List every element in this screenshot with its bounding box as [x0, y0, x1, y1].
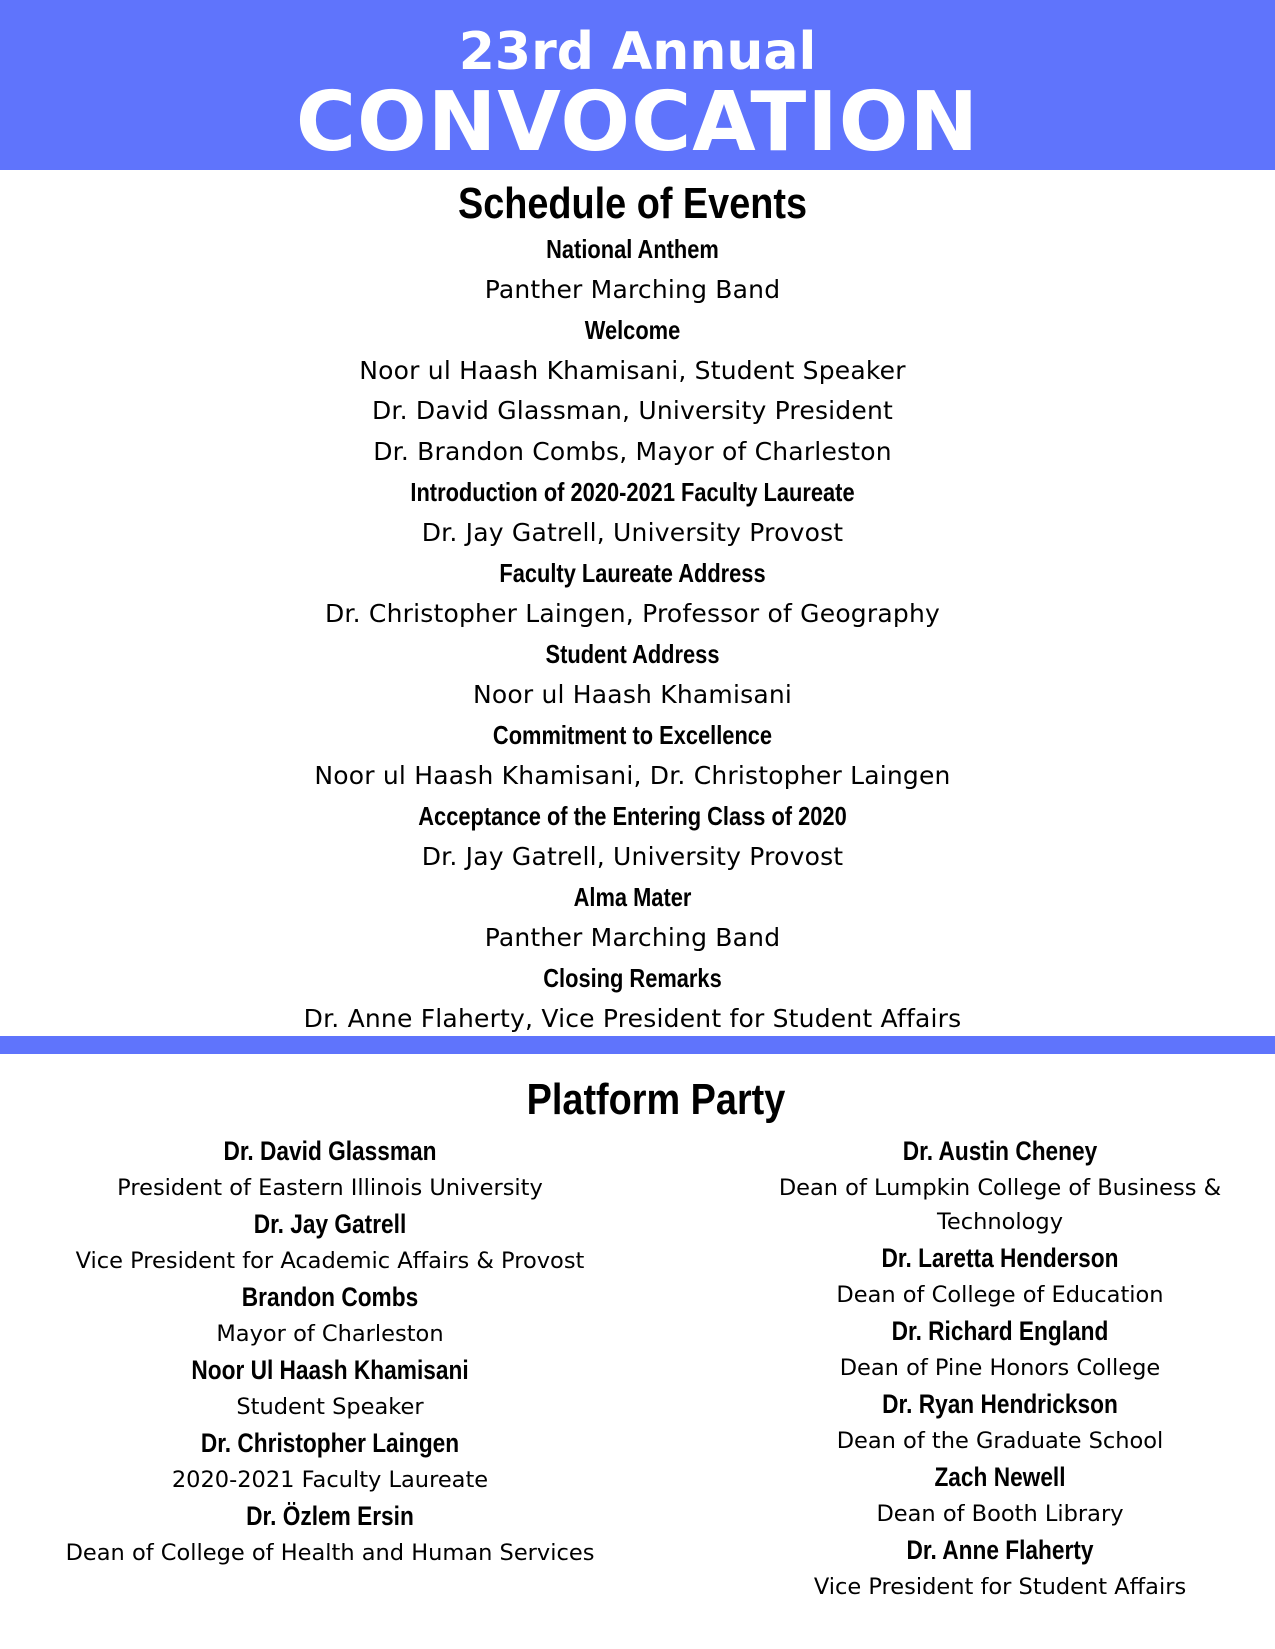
event-person: Dr. Jay Gatrell, University Provost [421, 517, 844, 547]
member-name: Dr. Richard England [891, 1316, 1109, 1346]
event-person: Noor ul Haash Khamisani [472, 679, 793, 709]
event-person: Dr. Brandon Combs, Mayor of Charleston [373, 436, 892, 466]
platform-member [60, 1350, 600, 1424]
platform-member [770, 1131, 1230, 1239]
member-role: Dean of College of Health and Human Services [65, 1540, 595, 1566]
member-role: Vice President for Student Affairs [813, 1574, 1187, 1600]
event-item [0, 553, 1265, 634]
event-item [0, 634, 1265, 715]
member-role: Dean of Lumpkin College of Business & Technology [778, 1175, 1222, 1235]
header-title: CONVOCATION [295, 75, 980, 170]
member-name: Dr. Austin Cheney [902, 1136, 1098, 1166]
member-role: Dean of the Graduate School [836, 1428, 1164, 1454]
event-name: Introduction of 2020-2021 Faculty Laureate [410, 477, 855, 507]
platform-member [60, 1131, 600, 1205]
event-name: Acceptance of the Entering Class of 2020 [418, 801, 847, 831]
event-name: Welcome [584, 315, 681, 345]
member-name: Brandon Combs [241, 1282, 419, 1312]
platform-member [770, 1238, 1230, 1312]
event-name: Alma Mater [573, 882, 692, 912]
member-name: Dr. Özlem Ersin [246, 1501, 414, 1531]
event-item [0, 229, 1265, 310]
member-name: Dr. David Glassman [223, 1136, 437, 1166]
event-person: Panther Marching Band [484, 922, 781, 952]
platform-member [770, 1311, 1230, 1385]
member-role: Dean of College of Education [836, 1282, 1164, 1308]
section-divider [0, 1036, 1275, 1054]
event-name: National Anthem [546, 234, 719, 264]
event-item [0, 310, 1265, 472]
platform-member [60, 1423, 600, 1497]
event-person: Dr. David Glassman, University President [371, 396, 894, 425]
member-role: Dean of Pine Honors College [839, 1355, 1161, 1381]
member-role: Vice President for Academic Affairs & Provost [75, 1248, 585, 1274]
platform-column-left [60, 1131, 600, 1569]
event-person: Dr. Christopher Laingen, Professor of Geography [324, 598, 940, 628]
event-name: Commitment to Excellence [492, 720, 773, 750]
member-name: Dr. Laretta Henderson [881, 1243, 1119, 1273]
member-name: Noor Ul Haash Khamisani [191, 1355, 469, 1385]
event-person: Panther Marching Band [484, 274, 781, 304]
schedule-title: Schedule of Events [457, 179, 808, 228]
member-role: Mayor of Charleston [216, 1321, 444, 1347]
header-subtitle: 23rd Annual [458, 22, 817, 82]
event-item [0, 715, 1265, 796]
platform-member [770, 1530, 1230, 1604]
member-name: Dr. Anne Flaherty [906, 1535, 1094, 1565]
platform-member [60, 1204, 600, 1278]
member-name: Dr. Ryan Hendrickson [882, 1389, 1118, 1419]
event-person: Dr. Jay Gatrell, University Provost [421, 841, 844, 871]
member-name: Zach Newell [934, 1462, 1066, 1492]
event-item [0, 877, 1265, 958]
event-person: Noor ul Haash Khamisani, Dr. Christopher Laingen [314, 760, 951, 790]
event-item [0, 472, 1265, 553]
platform-member [770, 1384, 1230, 1458]
platform-column-right [770, 1131, 1230, 1603]
schedule-list [0, 229, 1265, 1039]
event-person: Noor ul Haash Khamisani, Student Speaker [359, 355, 906, 385]
member-role: Dean of Booth Library [876, 1501, 1124, 1527]
platform-member [60, 1496, 600, 1570]
platform-member [60, 1277, 600, 1351]
event-item [0, 796, 1265, 877]
event-item [0, 958, 1265, 1039]
event-person: Dr. Anne Flaherty, Vice President for Student Affairs [303, 1003, 962, 1033]
member-name: Dr. Christopher Laingen [200, 1428, 460, 1458]
member-role: President of Eastern Illinois University [117, 1175, 543, 1201]
member-role: Student Speaker [236, 1394, 424, 1420]
event-name: Student Address [545, 639, 720, 669]
event-name: Faculty Laureate Address [499, 558, 766, 588]
event-name: Closing Remarks [543, 963, 722, 993]
platform-member [770, 1457, 1230, 1531]
member-role: 2020-2021 Faculty Laureate [171, 1467, 489, 1493]
header-banner [0, 0, 1275, 170]
platform-title: Platform Party [526, 1075, 786, 1124]
member-name: Dr. Jay Gatrell [253, 1209, 407, 1239]
